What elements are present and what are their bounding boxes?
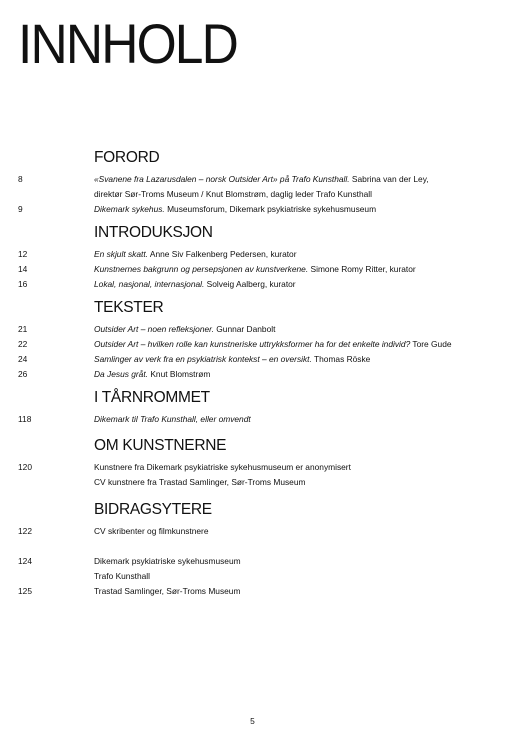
toc-entry <box>0 412 505 427</box>
toc-page-number: 26 <box>18 369 28 379</box>
toc-entry-title: Samlinger av verk fra en psykiatrisk kontekst – en oversikt. <box>94 354 312 364</box>
toc-entry-author: Kunstnere fra Dikemark psykiatriske sykehusmuseum er anonymisert <box>94 462 351 472</box>
toc-entry-text <box>94 569 150 584</box>
toc-page-number: 125 <box>18 586 32 596</box>
toc-entry-text <box>94 337 452 352</box>
toc-entry <box>0 554 505 569</box>
toc-entry-author: Tore Gude <box>410 339 452 349</box>
toc-entry-author: Museumsforum, Dikemark psykiatriske sykehusmuseum <box>164 204 377 214</box>
toc-entry-author: Sabrina van der Ley, <box>349 174 429 184</box>
toc-entry-text <box>94 262 416 277</box>
toc-entry-author: Thomas Röske <box>311 354 371 364</box>
toc-entry-author: Trastad Samlinger, Sør-Troms Museum <box>94 586 241 596</box>
toc-entry-author: Solveig Aalberg, kurator <box>204 279 296 289</box>
toc-entry-title: Dikemark til Trafo Kunsthall, eller omvendt <box>94 414 251 424</box>
toc-entry-text <box>94 202 376 217</box>
toc-entry <box>0 460 505 475</box>
toc-entry-author: Dikemark psykiatriske sykehusmuseum <box>94 556 241 566</box>
section-heading: INTRODUKSJON <box>94 224 213 241</box>
toc-entry-author: CV skribenter og filmkunstnere <box>94 526 209 536</box>
toc-entry <box>0 172 505 187</box>
toc-page-number: 12 <box>18 249 28 259</box>
section-heading: FORORD <box>94 149 160 166</box>
spacer <box>0 539 505 554</box>
toc-entry-author: Anne Siv Falkenberg Pedersen, kurator <box>148 249 297 259</box>
toc-page-number: 9 <box>18 204 23 214</box>
toc-entry <box>0 187 505 202</box>
toc-page-number: 24 <box>18 354 28 364</box>
toc-entry-text <box>94 367 210 382</box>
toc-section <box>0 500 505 599</box>
toc-entry-text <box>94 524 209 539</box>
toc-entry-author: Trafo Kunsthall <box>94 571 151 581</box>
toc-entry <box>0 524 505 539</box>
toc-page-number: 124 <box>18 556 32 566</box>
toc-page-number: 14 <box>18 264 28 274</box>
section-heading: I TÅRNROMMET <box>94 389 210 406</box>
toc-entry-title: Da Jesus gråt. <box>94 369 148 379</box>
toc-entry-text <box>94 187 372 202</box>
toc-entry-author: direktør Sør-Troms Museum / Knut Blomstrøm, daglig leder Trafo Kunsthall <box>94 189 373 199</box>
toc-entry-title: En skjult skatt. <box>94 249 148 259</box>
toc-page-number: 122 <box>18 526 32 536</box>
toc-entry-text <box>94 554 241 569</box>
toc-entry-title: «Svanene fra Lazarusdalen – norsk Outsider Art» på Trafo Kunsthall. <box>94 174 350 184</box>
toc-entry-text <box>94 460 351 475</box>
toc-page-number: 120 <box>18 462 32 472</box>
toc-page-number: 21 <box>18 324 28 334</box>
toc-entry <box>0 475 505 490</box>
toc-entry <box>0 352 505 367</box>
toc-entry <box>0 322 505 337</box>
toc-entry <box>0 247 505 262</box>
section-heading: OM KUNSTNERNE <box>94 437 227 454</box>
toc-page-number: 22 <box>18 339 28 349</box>
toc-entry-title: Kunstnernes bakgrunn og persepsjonen av kunstverkene. <box>94 264 309 274</box>
page-number: 5 <box>250 716 255 726</box>
toc-entry <box>0 367 505 382</box>
toc-entry-author: Knut Blomstrøm <box>148 369 211 379</box>
toc-page-number: 118 <box>18 414 32 424</box>
toc-entry-text <box>94 277 296 292</box>
toc-entry <box>0 202 505 217</box>
page-title: INNHOLD <box>18 12 237 75</box>
toc-section <box>0 388 505 427</box>
toc-entry <box>0 262 505 277</box>
toc-entry-text <box>94 412 251 427</box>
toc-section <box>0 223 505 292</box>
toc-entry-text <box>94 172 429 187</box>
toc-entry-text <box>94 322 275 337</box>
toc-section <box>0 298 505 382</box>
toc-entry-author: Simone Romy Ritter, kurator <box>308 264 416 274</box>
toc-entry <box>0 277 505 292</box>
toc-section <box>0 148 505 217</box>
toc-entry-title: Outsider Art – hvilken rolle kan kunstneriske uttrykksformer ha for det enkelte individ? <box>94 339 411 349</box>
toc-section <box>0 436 505 490</box>
toc-page-number: 8 <box>18 174 23 184</box>
toc-entry-text <box>94 475 305 490</box>
toc-entry <box>0 584 505 599</box>
toc-entry-author: CV kunstnere fra Trastad Samlinger, Sør-Troms Museum <box>94 477 306 487</box>
toc-entry-author: Gunnar Danbolt <box>213 324 276 334</box>
toc-entry <box>0 569 505 584</box>
toc-entry-title: Dikemark sykehus. <box>94 204 165 214</box>
toc-entry-text <box>94 352 370 367</box>
toc-entry-text <box>94 584 240 599</box>
toc-entry-title: Lokal, nasjonal, internasjonal. <box>94 279 205 289</box>
section-heading: TEKSTER <box>94 299 164 316</box>
toc-entry-title: Outsider Art – noen refleksjoner. <box>94 324 214 334</box>
toc-entry <box>0 337 505 352</box>
toc-entry-text <box>94 247 297 262</box>
toc-page-number: 16 <box>18 279 28 289</box>
section-heading: BIDRAGSYTERE <box>94 501 212 518</box>
